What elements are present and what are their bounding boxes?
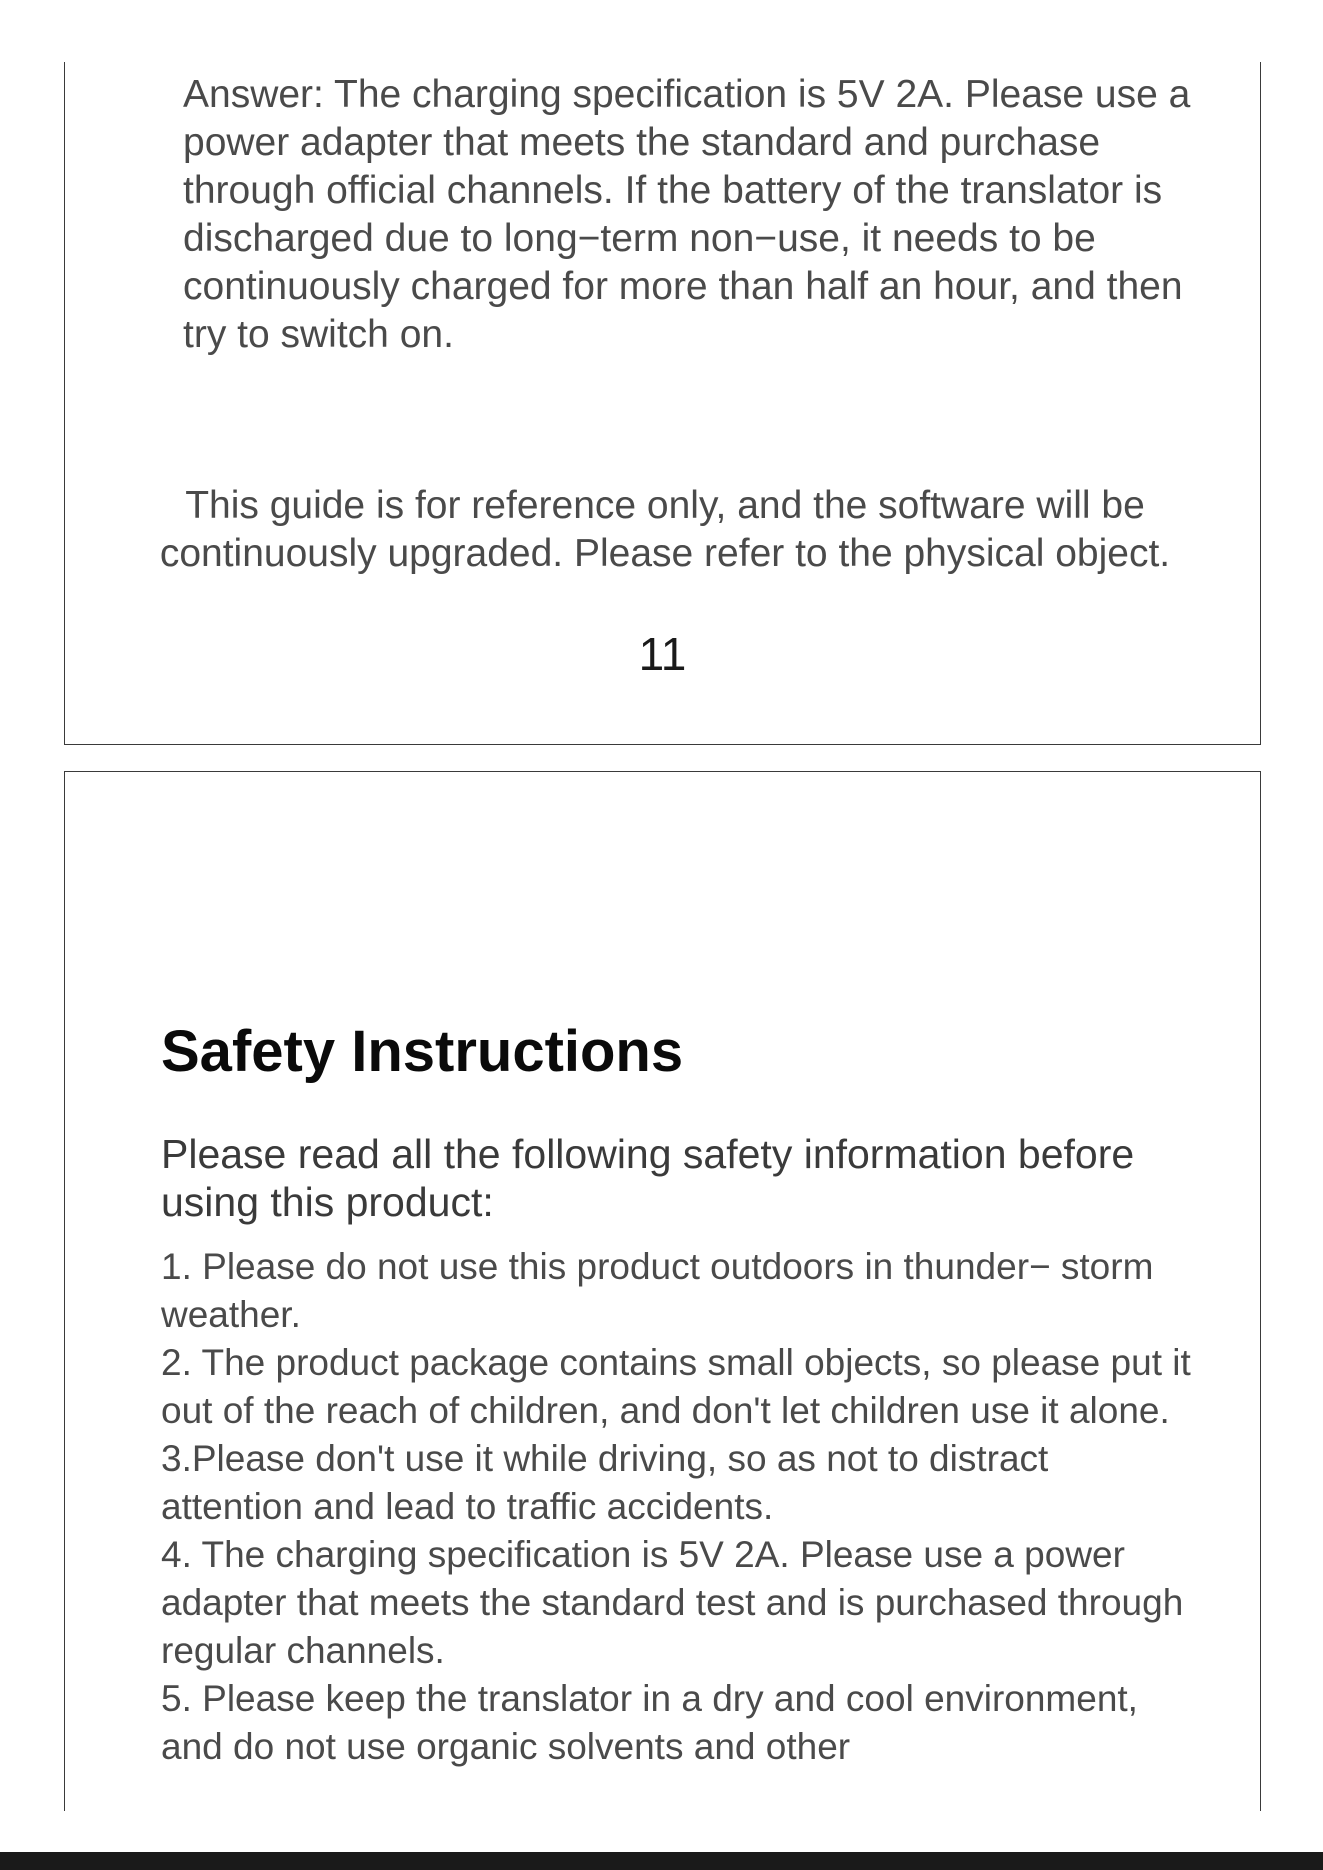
safety-instruction-item: 2. The product package contains small objects, so please put it out of the reach of children, and don't let children use it alone. bbox=[161, 1342, 1191, 1431]
safety-instruction-item: 5. Please keep the translator in a dry and cool environment, and do not use organic solvents and other bbox=[161, 1678, 1138, 1767]
reference-disclaimer: This guide is for reference only, and the software will be continuously upgraded. Please refer to the physical object. bbox=[159, 484, 1171, 575]
safety-instruction-item: 1. Please do not use this product outdoors in thunder− storm weather. bbox=[161, 1246, 1154, 1335]
safety-intro-text: Please read all the following safety information before using this product: bbox=[161, 1131, 1135, 1225]
viewer-bottom-bar bbox=[0, 1852, 1323, 1870]
safety-instruction-item: 4. The charging specification is 5V 2A. Please use a power adapter that meets the standard test and is purchased through regular channels. bbox=[161, 1534, 1184, 1671]
page-number: 11 bbox=[638, 628, 687, 680]
safety-instruction-list bbox=[161, 1243, 1191, 1771]
section-title: Safety Instructions bbox=[161, 1019, 684, 1084]
document-page-12 bbox=[64, 771, 1261, 1811]
document-page-11 bbox=[64, 62, 1261, 745]
safety-instruction-item: 3.Please don't use it while driving, so as not to distract attention and lead to traffic accidents. bbox=[161, 1438, 1049, 1527]
faq-answer-text: Answer: The charging specification is 5V 2A. Please use a power adapter that meets the standard and purchase through official channels. If the battery of the translator is discharged due to long−term non−use, it needs to be continuously charged for more than half an hour, and then try to switch on. bbox=[183, 73, 1191, 356]
